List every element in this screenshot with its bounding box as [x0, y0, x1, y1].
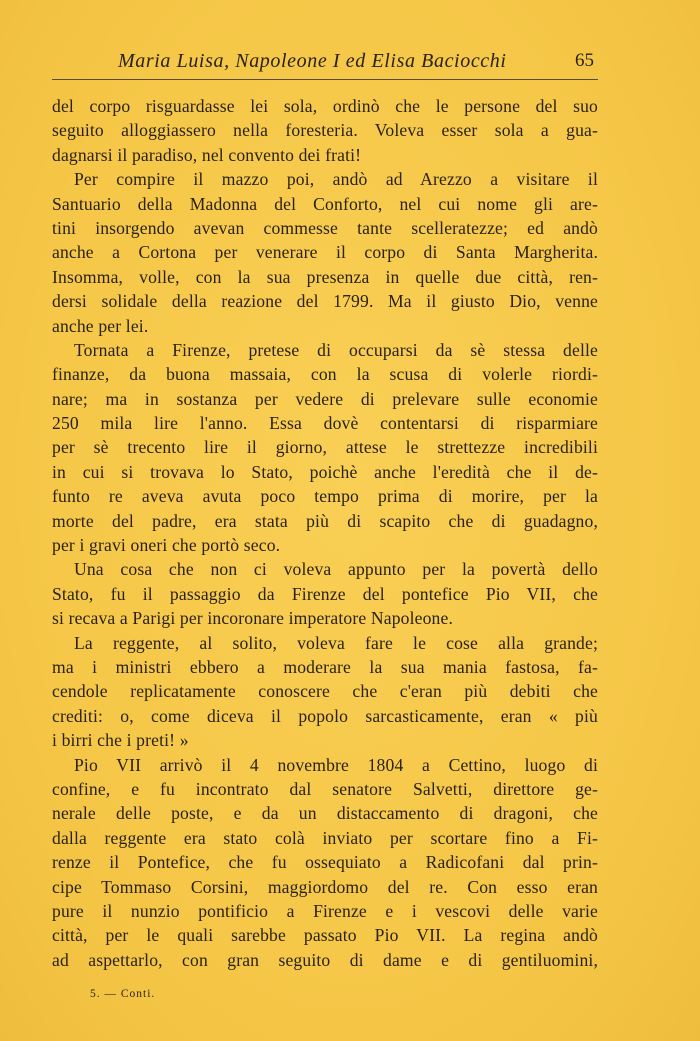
running-title: Maria Luisa, Napoleone I ed Elisa Baciocchi — [118, 50, 507, 72]
text-line: funto re aveva avuta poco tempo prima di morire, per la — [52, 486, 598, 507]
paragraph — [52, 167, 598, 338]
paragraph — [52, 338, 598, 558]
header-rule — [52, 79, 598, 80]
text-line: dagnarsi il paradiso, nel convento dei frati! — [52, 144, 362, 165]
text-line: ma i ministri ebbero a moderare la sua mania fastosa, fa- — [52, 656, 598, 677]
text-line: morte del padre, era stata più di scapito che di guadagno, — [52, 510, 598, 531]
text-line: nerale delle poste, e da un distaccamento di dragoni, che — [52, 803, 598, 824]
text-line: pure il nunzio pontificio a Firenze e i vescovi delle varie — [52, 900, 598, 921]
page-number: 65 — [575, 50, 594, 71]
text-line: per sè trecento lire il giorno, attese le strettezze incredibili — [52, 437, 598, 458]
text-line: finanze, da buona massaia, con la scusa di volerle riordi- — [52, 364, 598, 385]
text-line: città, per le quali sarebbe passato Pio VII. La regina andò — [52, 925, 598, 946]
text-line: Pio VII arrivò il 4 novembre 1804 a Cettino, luogo di — [74, 754, 598, 775]
text-line: i birri che i preti! » — [52, 730, 189, 751]
text-line: nare; ma in sostanza per vedere di prelevare sulle economie — [52, 388, 598, 409]
text-line: dalla reggente era stato colà inviato per scortare fino a Fi- — [52, 827, 598, 848]
text-line: per i gravi oneri che portò seco. — [52, 535, 281, 556]
text-line: anche per lei. — [52, 315, 149, 336]
running-head — [52, 50, 596, 78]
body-text — [52, 94, 598, 972]
text-line: Stato, fu il passaggio da Firenze del pontefice Pio VII, che — [52, 583, 598, 604]
text-line: cendole replicatamente conoscere che c'eran più debiti che — [52, 681, 598, 702]
text-line: anche a Cortona per venerare il corpo di Santa Margherita. — [52, 242, 598, 263]
text-line: in cui si trovava lo Stato, poichè anche l'eredità che il de- — [52, 461, 598, 482]
paragraph — [52, 631, 598, 753]
text-line: Per compire il mazzo poi, andò ad Arezzo a visitare il — [74, 169, 598, 190]
text-line: Tornata a Firenze, pretese di occuparsi da sè stessa delle — [74, 339, 598, 360]
text-line: Una cosa che non ci voleva appunto per la povertà dello — [74, 559, 598, 580]
text-line: cipe Tommaso Corsini, maggiordomo del re. Con esso eran — [52, 876, 598, 897]
paragraph — [52, 94, 598, 167]
text-line: renze il Pontefice, che fu ossequiato a Radicofani dal prin- — [52, 852, 598, 873]
text-line: del corpo risguardasse lei sola, ordinò che le persone del suo — [52, 96, 598, 116]
text-line: ad aspettarlo, con gran seguito di dame e di gentiluomini, — [52, 949, 598, 970]
text-line: La reggente, al solito, voleva fare le cose alla grande; — [74, 632, 598, 653]
text-line: Santuario della Madonna del Conforto, nel cui nome gli are- — [52, 193, 598, 214]
text-line: 250 mila lire l'anno. Essa dovè contentarsi di risparmiare — [52, 413, 598, 434]
text-line: Insomma, volle, con la sua presenza in quelle due città, ren- — [52, 266, 598, 287]
text-line: seguito alloggiassero nella foresteria. Voleva esser sola a gua- — [52, 120, 598, 141]
text-line: dersi solidale della reazione del 1799. Ma il giusto Dio, venne — [52, 291, 598, 312]
paragraph — [52, 753, 598, 973]
text-line: confine, e fu incontrato dal senatore Salvetti, direttore ge- — [52, 778, 598, 799]
paragraph — [52, 557, 598, 630]
text-line: crediti: o, come diceva il popolo sarcasticamente, eran « più — [52, 705, 598, 726]
footer-signature: 5. — Conti. — [90, 988, 156, 1000]
text-line: tini insorgendo avevan commesse tante scelleratezze; ed andò — [52, 217, 598, 238]
text-line: si recava a Parigi per incoronare imperatore Napoleone. — [52, 608, 453, 629]
